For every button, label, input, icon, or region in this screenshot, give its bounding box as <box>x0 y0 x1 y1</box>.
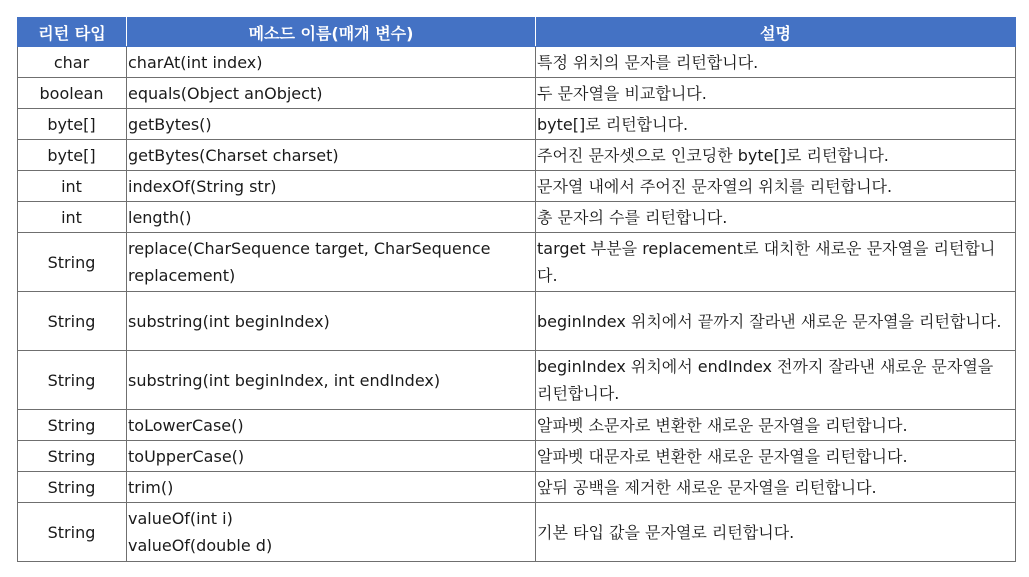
method-signature: charAt(int index) <box>128 52 263 72</box>
table-row <box>18 78 1016 109</box>
table-row <box>18 410 1016 441</box>
method-signature: getBytes() <box>128 114 212 134</box>
method-signature: toLowerCase() <box>128 415 244 435</box>
description-cell: 알파벳 소문자로 변환한 새로운 문자열을 리턴합니다. <box>536 410 1016 441</box>
method-cell <box>127 503 536 562</box>
method-cell <box>127 410 536 441</box>
method-cell <box>127 351 536 410</box>
table-row <box>18 472 1016 503</box>
method-signature: equals(Object anObject) <box>128 83 323 103</box>
description-cell: 두 문자열을 비교합니다. <box>536 78 1016 109</box>
table-header-row <box>18 18 1016 47</box>
return-type-cell: char <box>18 47 127 78</box>
method-cell <box>127 140 536 171</box>
header-method-name: 메소드 이름(매개 변수) <box>127 18 536 47</box>
method-cell <box>127 233 536 292</box>
description-cell: 알파벳 대문자로 변환한 새로운 문자열을 리턴합니다. <box>536 441 1016 472</box>
return-type-cell: byte[] <box>18 109 127 140</box>
description-cell: byte[]로 리턴합니다. <box>536 109 1016 140</box>
table-row <box>18 351 1016 410</box>
description-cell: 기본 타입 값을 문자열로 리턴합니다. <box>536 503 1016 562</box>
description-cell: 특정 위치의 문자를 리턴합니다. <box>536 47 1016 78</box>
description-cell: 주어진 문자셋으로 인코딩한 byte[]로 리턴합니다. <box>536 140 1016 171</box>
return-type-cell: String <box>18 410 127 441</box>
method-cell <box>127 47 536 78</box>
description-cell: target 부분을 replacement로 대치한 새로운 문자열을 리턴합니다. <box>536 233 1016 292</box>
description-cell: 문자열 내에서 주어진 문자열의 위치를 리턴합니다. <box>536 171 1016 202</box>
method-signature: substring(int beginIndex) <box>128 311 330 331</box>
table-row <box>18 171 1016 202</box>
method-cell <box>127 441 536 472</box>
table-row <box>18 292 1016 351</box>
table-row <box>18 202 1016 233</box>
method-signature: getBytes(Charset charset) <box>128 145 339 165</box>
table-row <box>18 441 1016 472</box>
return-type-cell: int <box>18 171 127 202</box>
return-type-cell: String <box>18 233 127 292</box>
return-type-cell: String <box>18 472 127 503</box>
description-cell: beginIndex 위치에서 endIndex 전까지 잘라낸 새로운 문자열을 리턴합니다. <box>536 351 1016 410</box>
method-signature: trim() <box>128 477 174 497</box>
string-methods-table <box>17 17 1016 562</box>
description-cell: 앞뒤 공백을 제거한 새로운 문자열을 리턴합니다. <box>536 472 1016 503</box>
method-cell <box>127 472 536 503</box>
header-description: 설명 <box>536 18 1016 47</box>
table-row <box>18 47 1016 78</box>
method-signature: substring(int beginIndex, int endIndex) <box>128 370 441 390</box>
table-row <box>18 140 1016 171</box>
header-return-type: 리턴 타입 <box>18 18 127 47</box>
method-signature: valueOf(double d) <box>128 536 273 555</box>
description-cell: beginIndex 위치에서 끝까지 잘라낸 새로운 문자열을 리턴합니다. <box>536 292 1016 351</box>
method-cell <box>127 202 536 233</box>
return-type-cell: int <box>18 202 127 233</box>
method-signature: indexOf(String str) <box>128 176 277 196</box>
description-cell: 총 문자의 수를 리턴합니다. <box>536 202 1016 233</box>
return-type-cell: String <box>18 292 127 351</box>
table-row <box>18 233 1016 292</box>
return-type-cell: String <box>18 441 127 472</box>
return-type-cell: String <box>18 351 127 410</box>
method-cell <box>127 292 536 351</box>
method-signature: replace(CharSequence target, CharSequence replacement) <box>128 239 491 285</box>
return-type-cell: byte[] <box>18 140 127 171</box>
method-signature: length() <box>128 207 192 227</box>
method-signature: toUpperCase() <box>128 446 245 466</box>
table-row <box>18 503 1016 562</box>
method-cell <box>127 109 536 140</box>
return-type-cell: String <box>18 503 127 562</box>
method-signature: valueOf(int i) <box>128 509 233 528</box>
return-type-cell: boolean <box>18 78 127 109</box>
method-cell <box>127 171 536 202</box>
method-cell <box>127 78 536 109</box>
table-row <box>18 109 1016 140</box>
